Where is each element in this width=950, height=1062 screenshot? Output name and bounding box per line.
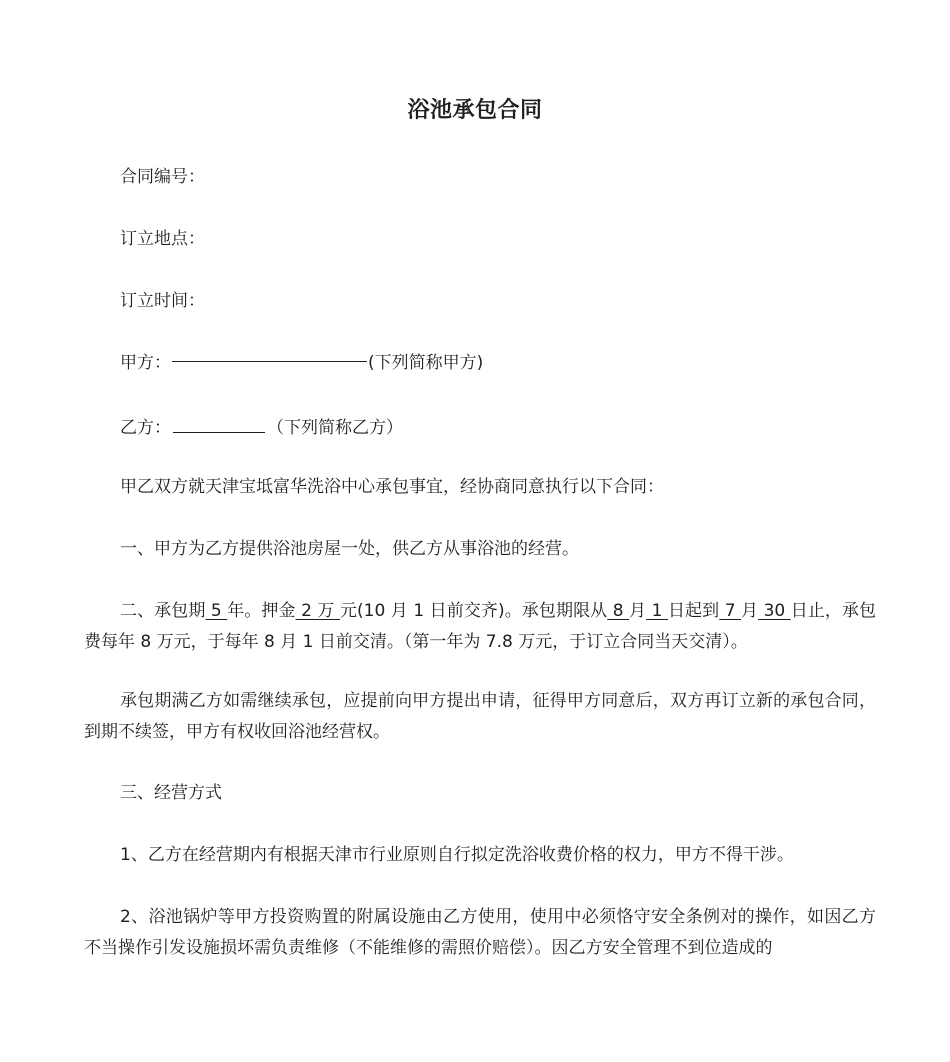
deposit-amount: 2 万	[295, 601, 340, 621]
start-month: 8	[607, 601, 630, 621]
clause-3-item-2: 2、浴池锅炉等甲方投资购置的附属设施由乙方使用，使用中必须恪守安全条例对的操作，如因乙方不当操作引发设施损坏需负责维修（不能维修的需照价赔偿）。因乙方安全管理不到位造成的	[84, 907, 876, 958]
renewal-paragraph: 承包期满乙方如需继续承包，应提前向甲方提出申请，征得甲方同意后，双方再订立新的承包合同，到期不续签，甲方有权收回浴池经营权。	[84, 691, 876, 742]
end-day: 30	[758, 601, 791, 621]
start-day: 1	[646, 601, 668, 621]
clause-1: 一、甲方为乙方提供浴池房屋一处，供乙方从事浴池的经营。	[120, 539, 579, 559]
contract-term-years: 5	[205, 601, 228, 621]
sign-time-field: 订立时间：	[120, 291, 205, 311]
party-b-suffix: （下列简称乙方）	[267, 418, 403, 438]
clause-2	[84, 596, 876, 658]
party-b-label: 乙方：	[120, 418, 171, 438]
clause-3-heading: 三、经营方式	[120, 783, 222, 803]
party-a-suffix: (下列简称甲方)	[368, 353, 484, 373]
clause-2-text: 元(10 月 1 日前交齐)。承包期限从	[339, 601, 608, 621]
party-a-blank	[172, 361, 367, 362]
party-b-line	[120, 414, 403, 439]
party-a-label: 甲方：	[120, 353, 171, 373]
clause-2-text: 日起到	[667, 601, 720, 621]
clause-2-text: 日止，承包费每年 8 万元，于每年 8 月 1 日前交清。（第一年为 7.8 万元，于订立合同当天交清）。	[84, 601, 877, 652]
party-b-blank	[173, 414, 265, 433]
contract-number-field: 合同编号：	[120, 167, 205, 187]
end-month: 7	[719, 601, 741, 621]
clause-2-text: 二、承包期	[120, 601, 206, 621]
clause-2-text: 月	[629, 601, 647, 621]
clause-3-item-1: 1、乙方在经营期内有根据天津市行业原则自行拟定洗浴收费价格的权力，甲方不得干涉。	[120, 845, 794, 865]
intro-paragraph: 甲乙双方就天津宝坻富华洗浴中心承包事宜，经协商同意执行以下合同：	[120, 477, 664, 497]
clause-2-text: 年。押金	[227, 601, 296, 621]
document-title: 浴池承包合同	[407, 98, 543, 123]
clause-2-text: 月	[741, 601, 759, 621]
party-a-line	[120, 352, 483, 374]
sign-place-field: 订立地点：	[120, 229, 205, 249]
